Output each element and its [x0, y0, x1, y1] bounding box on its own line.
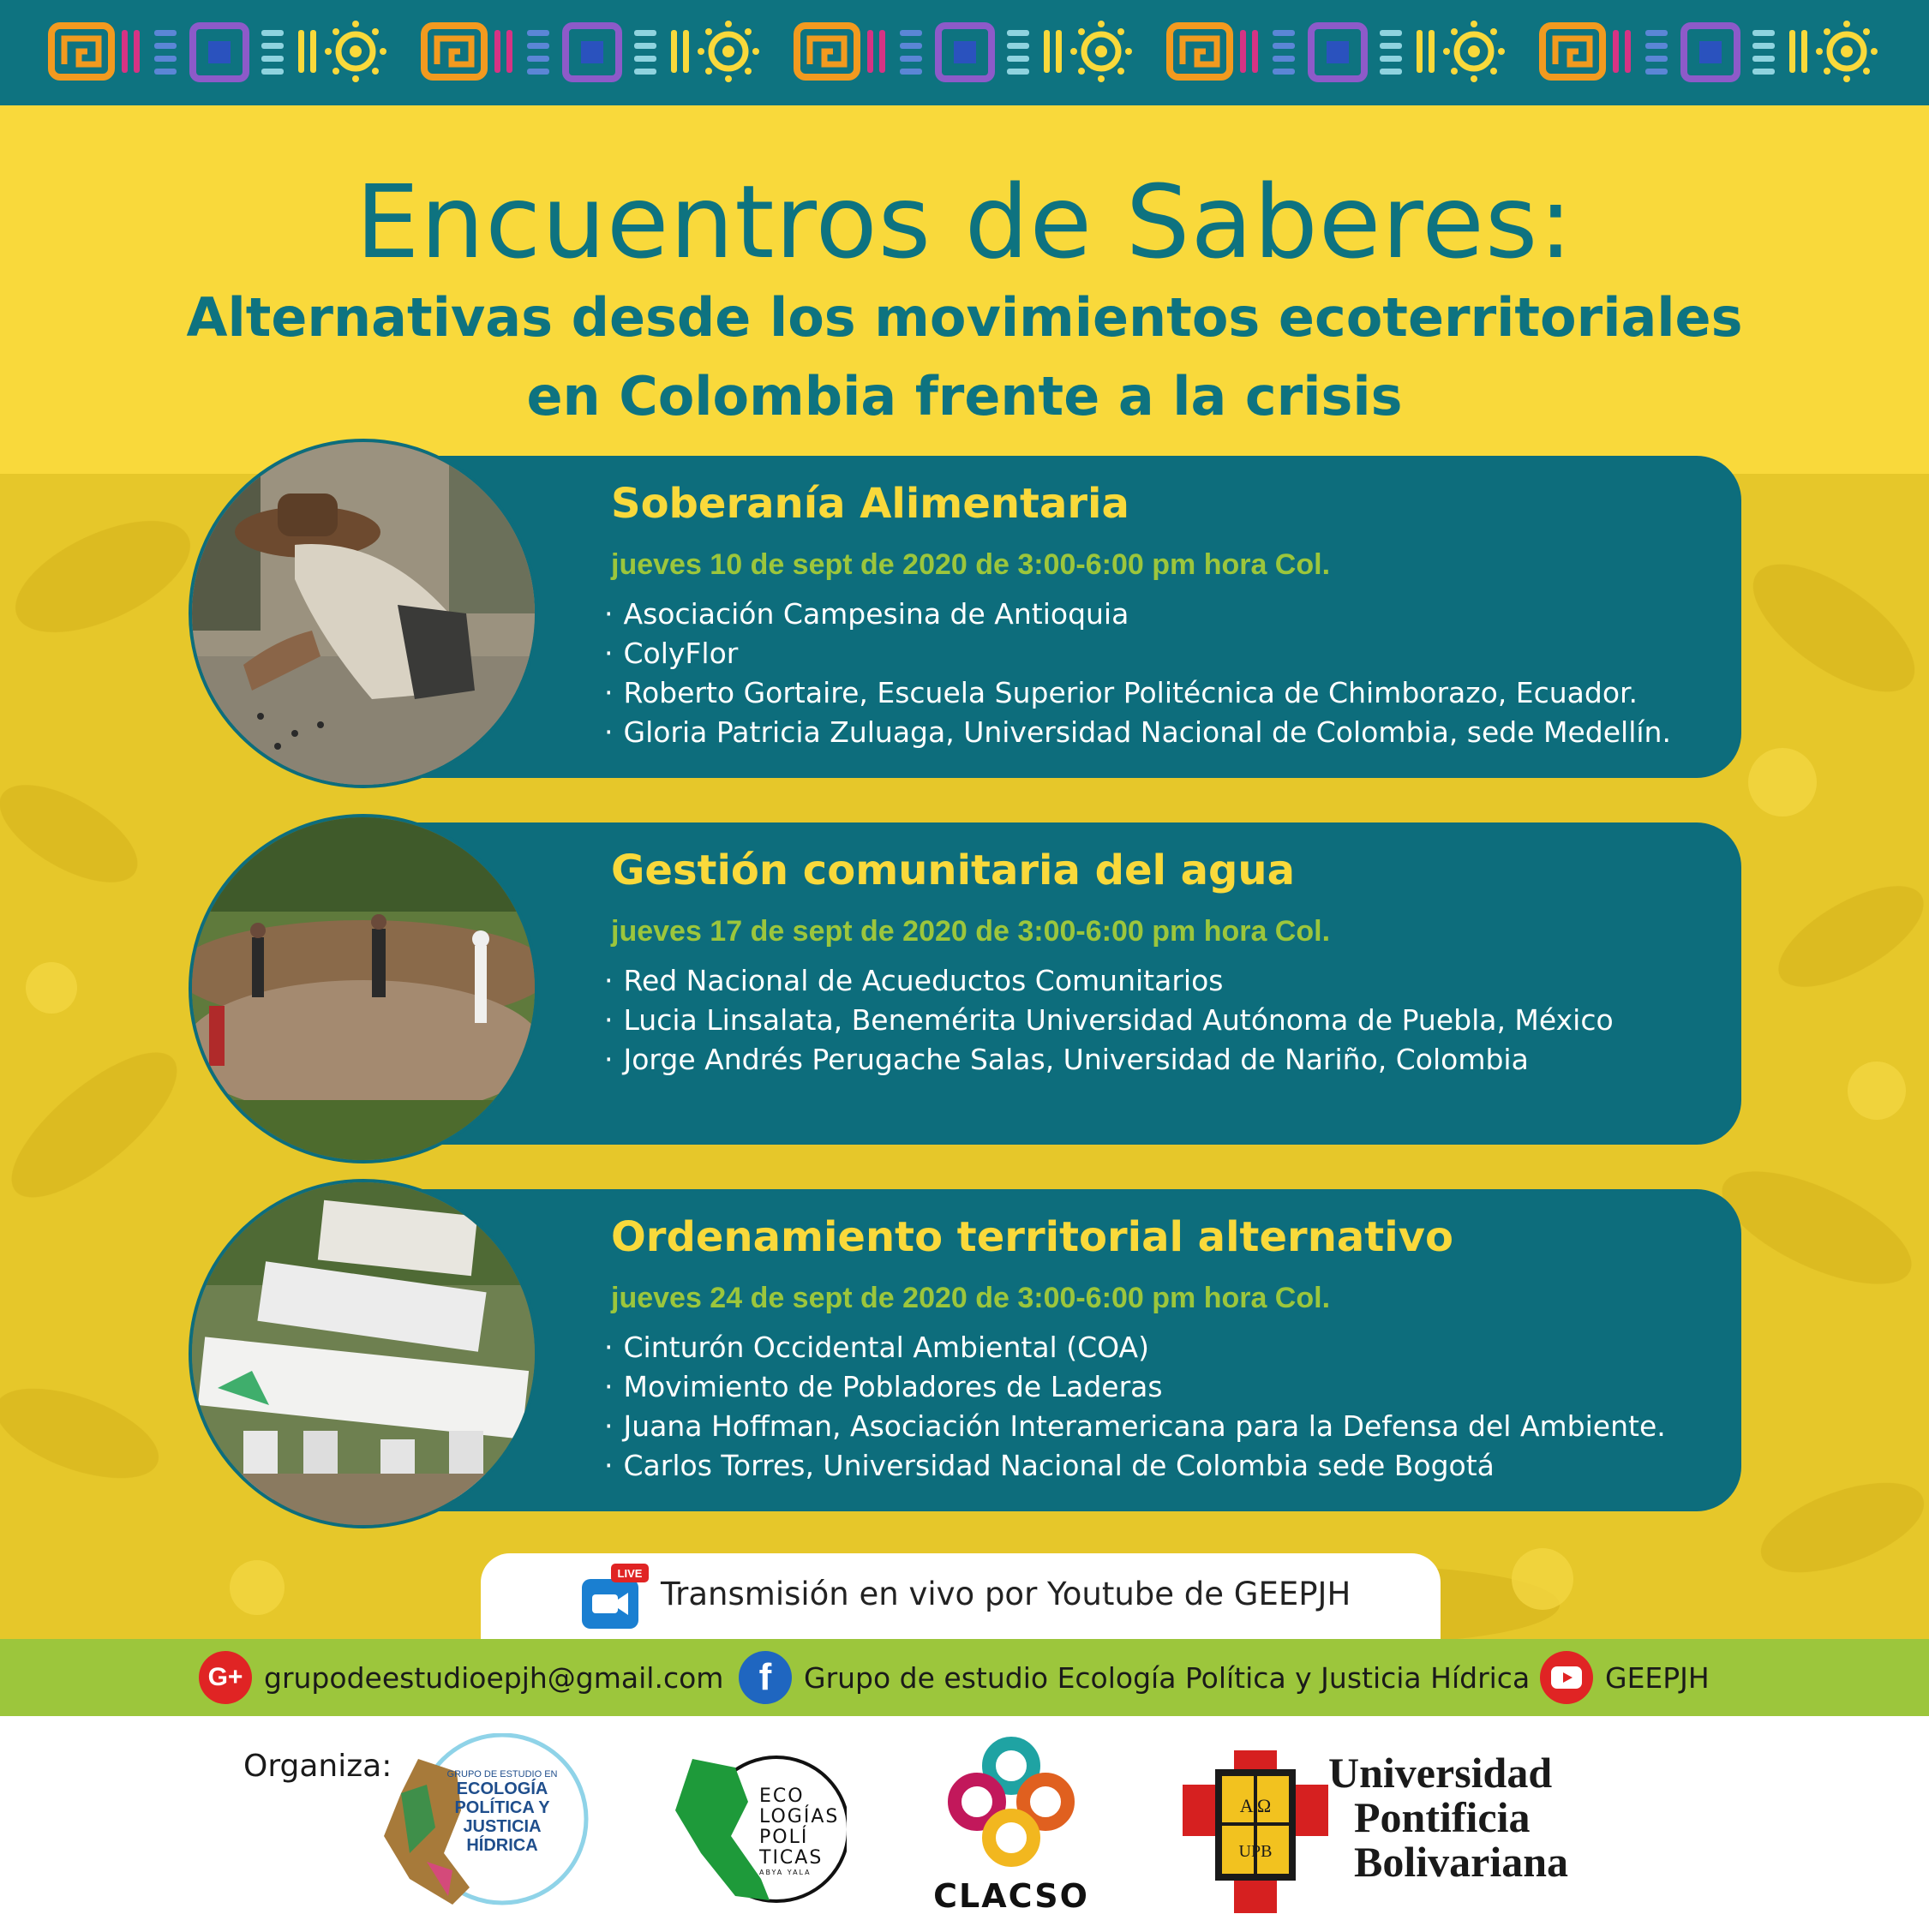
- live-camera-icon: [575, 1564, 652, 1636]
- protest-march-photo: [192, 1182, 535, 1525]
- session-photo-ordenamiento: [189, 1179, 538, 1528]
- subtitle-line-1: Alternativas desde los movimientos ecoterritoriales: [186, 286, 1743, 349]
- session-card-agua: [360, 822, 1741, 1145]
- participant-item: · Roberto Gortaire, Escuela Superior Politécnica de Chimborazo, Ecuador.: [604, 676, 1638, 709]
- session-title: Ordenamiento territorial alternativo: [611, 1213, 1453, 1261]
- logo1-line2: POLÍTICA Y: [454, 1798, 550, 1817]
- session-date: jueves 10 de sept de 2020 de 3:00-6:00 pm hora Col.: [611, 548, 1331, 581]
- participant-item: · Movimiento de Pobladores de Laderas: [604, 1370, 1163, 1403]
- session-date: jueves 17 de sept de 2020 de 3:00-6:00 pm hora Col.: [611, 915, 1331, 948]
- participant-item: · Red Nacional de Acueductos Comunitarios: [604, 964, 1224, 997]
- youtube-text: GEEPJH: [1605, 1660, 1710, 1695]
- session-card-soberania: [360, 456, 1741, 778]
- email-contact[interactable]: [199, 1654, 723, 1702]
- live-badge: LIVE: [617, 1567, 643, 1580]
- logo2-line3: POLÍ: [759, 1827, 809, 1848]
- email-text: grupodeestudioepjh@gmail.com: [264, 1660, 724, 1695]
- upb-line3: Bolivariana: [1354, 1838, 1569, 1886]
- session-participants: [604, 595, 1671, 752]
- upb-shield-icon: [1183, 1750, 1328, 1913]
- youtube-icon: [1540, 1651, 1593, 1704]
- facebook-icon: f: [739, 1651, 792, 1704]
- upb-logo: [1183, 1750, 1611, 1913]
- google-plus-icon: G+: [199, 1651, 252, 1704]
- session-photo-soberania: [189, 439, 538, 788]
- clacso-knot-icon: [927, 1733, 1095, 1870]
- upb-alpha-omega: A Ω: [1239, 1795, 1272, 1816]
- organiza-label: Organiza:: [243, 1749, 392, 1784]
- logo1-line3: JUSTICIA: [463, 1817, 542, 1836]
- session-date: jueves 24 de sept de 2020 de 3:00-6:00 pm hora Col.: [611, 1282, 1331, 1314]
- session-card-ordenamiento: [360, 1189, 1741, 1511]
- live-stream-box: [481, 1553, 1441, 1639]
- logo2-line1: ECO: [759, 1785, 805, 1807]
- participant-item: · ColyFlor: [604, 637, 739, 670]
- page-title: Encuentros de Saberes:: [355, 163, 1574, 281]
- logo2-line5: ABYA YALA: [759, 1869, 812, 1876]
- footer: [0, 1716, 1929, 1932]
- contact-bar: [0, 1639, 1929, 1716]
- participant-item: · Asociación Campesina de Antioquia: [604, 597, 1129, 631]
- participant-item: · Cinturón Occidental Ambiental (COA): [604, 1331, 1149, 1364]
- session-title: Gestión comunitaria del agua: [611, 846, 1295, 894]
- woman-planting-photo: [192, 442, 535, 785]
- session-participants: [604, 1328, 1666, 1486]
- clacso-text: CLACSO: [933, 1877, 1089, 1915]
- live-stream-text: Transmisión en vivo por Youtube de GEEPJH: [661, 1576, 1351, 1612]
- youtube-contact[interactable]: [1540, 1654, 1710, 1702]
- facebook-text: Grupo de estudio Ecología Política y Justicia Hídrica: [804, 1660, 1531, 1695]
- logo2-line2: LOGÍAS: [759, 1806, 840, 1827]
- facebook-contact[interactable]: [739, 1654, 1530, 1702]
- logo1-line1: ECOLOGÍA: [456, 1779, 548, 1798]
- upb-line1: Universidad: [1328, 1749, 1553, 1797]
- session-photo-agua: [189, 814, 538, 1163]
- participant-item: · Lucia Linsalata, Benemérita Universidad Autónoma de Puebla, México: [604, 1003, 1614, 1037]
- participant-item: · Juana Hoffman, Asociación Interamericana para la Defensa del Ambiente.: [604, 1409, 1666, 1443]
- ethnic-pattern-icon: [0, 0, 1929, 105]
- logo1-small: GRUPO DE ESTUDIO EN: [446, 1769, 558, 1779]
- logo2-line4: TICAS: [759, 1847, 824, 1869]
- upb-abbr: UPB: [1238, 1842, 1273, 1861]
- session-participants: [604, 961, 1614, 1080]
- participant-item: · Jorge Andrés Perugache Salas, Universidad de Nariño, Colombia: [604, 1043, 1529, 1076]
- ecologias-politicas-logo: [667, 1750, 847, 1905]
- participant-item: · Carlos Torres, Universidad Nacional de Colombia sede Bogotá: [604, 1449, 1495, 1482]
- participant-item: · Gloria Patricia Zuluaga, Universidad Nacional de Colombia, sede Medellín.: [604, 715, 1671, 749]
- geepjh-logo: [375, 1733, 598, 1913]
- logo1-line4: HÍDRICA: [466, 1836, 538, 1855]
- upb-line2: Pontificia: [1354, 1793, 1531, 1841]
- youtube-play-icon: [1549, 1665, 1584, 1690]
- decorative-pattern-band: [0, 0, 1929, 105]
- page-subtitle: [103, 278, 1826, 436]
- session-title: Soberanía Alimentaria: [611, 480, 1129, 528]
- community-water-work-photo: [192, 817, 535, 1160]
- subtitle-line-2: en Colombia frente a la crisis: [526, 365, 1403, 428]
- clacso-logo: [927, 1733, 1095, 1922]
